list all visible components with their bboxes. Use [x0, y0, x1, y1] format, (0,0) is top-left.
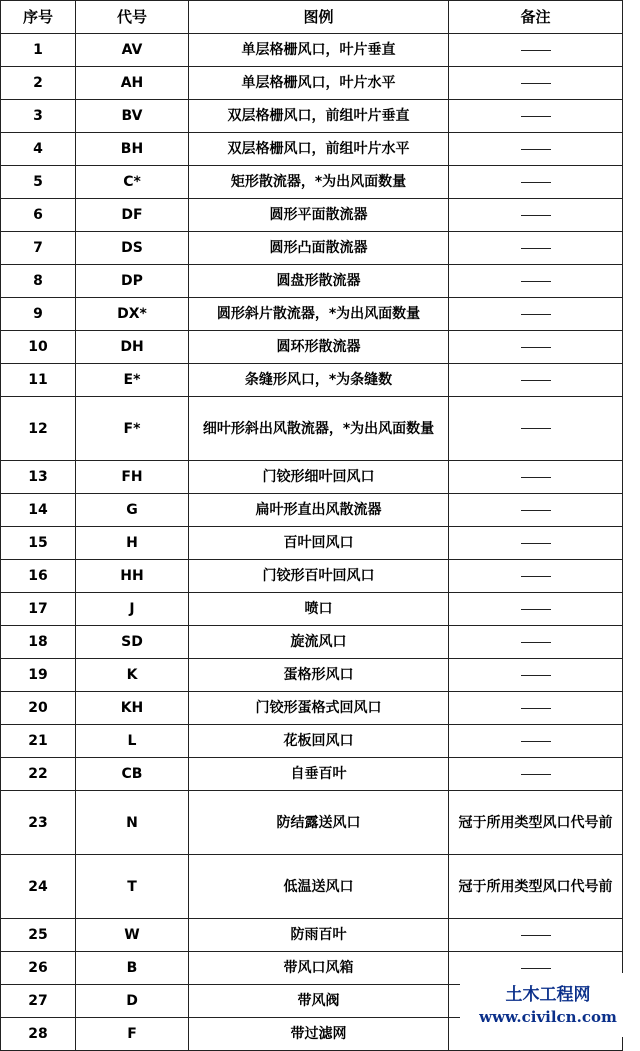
row-code: C* [76, 166, 189, 199]
dash-mark [521, 428, 551, 429]
row-legend: 门铰形蛋格式回风口 [189, 692, 449, 725]
row-legend: 带风口风箱 [189, 952, 449, 985]
table-row [1, 397, 623, 461]
row-code: AH [76, 67, 189, 100]
row-legend: 带风阀 [189, 985, 449, 1018]
row-note [449, 919, 623, 952]
row-legend: 圆形平面散流器 [189, 199, 449, 232]
row-legend: 双层格栅风口，前组叶片水平 [189, 133, 449, 166]
dash-mark [521, 968, 551, 969]
table-row [1, 199, 623, 232]
row-note [449, 265, 623, 298]
table-row [1, 919, 623, 952]
table-row [1, 725, 623, 758]
row-number: 25 [1, 919, 76, 952]
dash-mark [521, 935, 551, 936]
row-note [449, 199, 623, 232]
dash-mark [521, 116, 551, 117]
table-row [1, 560, 623, 593]
row-legend: 条缝形风口，*为条缝数 [189, 364, 449, 397]
header-legend: 图例 [189, 1, 449, 34]
table-row [1, 100, 623, 133]
row-number: 16 [1, 560, 76, 593]
row-number: 5 [1, 166, 76, 199]
table-row [1, 265, 623, 298]
row-number: 18 [1, 626, 76, 659]
header-no: 序号 [1, 1, 76, 34]
row-number: 17 [1, 593, 76, 626]
row-legend: 双层格栅风口，前组叶片垂直 [189, 100, 449, 133]
row-note [449, 133, 623, 166]
row-note [449, 494, 623, 527]
row-note [449, 298, 623, 331]
table-row [1, 133, 623, 166]
dash-mark [521, 347, 551, 348]
row-code: DP [76, 265, 189, 298]
row-code: F [76, 1018, 189, 1051]
row-note [449, 100, 623, 133]
row-note [449, 397, 623, 461]
row-code: KH [76, 692, 189, 725]
row-number: 21 [1, 725, 76, 758]
row-number: 15 [1, 527, 76, 560]
row-number: 4 [1, 133, 76, 166]
row-legend: 单层格栅风口，叶片水平 [189, 67, 449, 100]
row-legend: 喷口 [189, 593, 449, 626]
row-code: F* [76, 397, 189, 461]
row-note [449, 331, 623, 364]
row-note [449, 527, 623, 560]
dash-mark [521, 576, 551, 577]
row-legend: 带过滤网 [189, 1018, 449, 1051]
table-row [1, 791, 623, 855]
row-number: 28 [1, 1018, 76, 1051]
table-row [1, 659, 623, 692]
table-row [1, 461, 623, 494]
row-number: 13 [1, 461, 76, 494]
row-number: 22 [1, 758, 76, 791]
table-header-row [1, 1, 623, 34]
row-code: E* [76, 364, 189, 397]
site-watermark [460, 973, 636, 1037]
dash-mark [521, 182, 551, 183]
row-note [449, 364, 623, 397]
row-code: L [76, 725, 189, 758]
table-row [1, 232, 623, 265]
table-row [1, 692, 623, 725]
row-code: AV [76, 34, 189, 67]
row-number: 1 [1, 34, 76, 67]
row-code: D [76, 985, 189, 1018]
header-note: 备注 [449, 1, 623, 34]
row-note [449, 166, 623, 199]
row-number: 7 [1, 232, 76, 265]
row-legend: 矩形散流器，*为出风面数量 [189, 166, 449, 199]
row-code: BV [76, 100, 189, 133]
row-note [449, 461, 623, 494]
dash-mark [521, 642, 551, 643]
row-legend: 防结露送风口 [189, 791, 449, 855]
row-note [449, 232, 623, 265]
row-code: DF [76, 199, 189, 232]
table-row [1, 593, 623, 626]
row-legend: 圆盘形散流器 [189, 265, 449, 298]
row-note [449, 758, 623, 791]
row-number: 20 [1, 692, 76, 725]
row-code: B [76, 952, 189, 985]
row-number: 6 [1, 199, 76, 232]
row-legend: 门铰形细叶回风口 [189, 461, 449, 494]
table-row [1, 331, 623, 364]
row-legend: 扁叶形直出风散流器 [189, 494, 449, 527]
row-note: 冠于所用类型风口代号前 [449, 791, 623, 855]
row-code: DS [76, 232, 189, 265]
row-legend: 门铰形百叶回风口 [189, 560, 449, 593]
row-legend: 防雨百叶 [189, 919, 449, 952]
dash-mark [521, 248, 551, 249]
row-note: 冠于所用类型风口代号前 [449, 855, 623, 919]
row-number: 14 [1, 494, 76, 527]
table-row [1, 364, 623, 397]
row-number: 9 [1, 298, 76, 331]
table-body [1, 34, 623, 1051]
row-code: HH [76, 560, 189, 593]
dash-mark [521, 215, 551, 216]
table-row [1, 626, 623, 659]
row-note [449, 560, 623, 593]
row-note [449, 67, 623, 100]
row-code: G [76, 494, 189, 527]
dash-mark [521, 609, 551, 610]
row-number: 2 [1, 67, 76, 100]
row-legend: 低温送风口 [189, 855, 449, 919]
row-number: 10 [1, 331, 76, 364]
dash-mark [521, 50, 551, 51]
row-number: 8 [1, 265, 76, 298]
row-note [449, 593, 623, 626]
row-note [449, 725, 623, 758]
row-note [449, 626, 623, 659]
row-legend: 单层格栅风口，叶片垂直 [189, 34, 449, 67]
row-number: 11 [1, 364, 76, 397]
row-number: 24 [1, 855, 76, 919]
row-legend: 花板回风口 [189, 725, 449, 758]
table-row [1, 67, 623, 100]
row-number: 19 [1, 659, 76, 692]
row-legend: 圆形凸面散流器 [189, 232, 449, 265]
table-row [1, 34, 623, 67]
dash-mark [521, 675, 551, 676]
watermark-url: www.civilcn.com [479, 1008, 617, 1026]
dash-mark [521, 314, 551, 315]
row-legend: 百叶回风口 [189, 527, 449, 560]
row-legend: 蛋格形风口 [189, 659, 449, 692]
row-code: DH [76, 331, 189, 364]
row-legend: 圆形斜片散流器，*为出风面数量 [189, 298, 449, 331]
dash-mark [521, 149, 551, 150]
row-code: N [76, 791, 189, 855]
row-code: T [76, 855, 189, 919]
row-note [449, 659, 623, 692]
table-row [1, 855, 623, 919]
row-number: 27 [1, 985, 76, 1018]
row-number: 3 [1, 100, 76, 133]
row-legend: 圆环形散流器 [189, 331, 449, 364]
dash-mark [521, 281, 551, 282]
row-legend: 自垂百叶 [189, 758, 449, 791]
table-row [1, 298, 623, 331]
row-note [449, 692, 623, 725]
table-row [1, 166, 623, 199]
row-number: 26 [1, 952, 76, 985]
dash-mark [521, 510, 551, 511]
dash-mark [521, 774, 551, 775]
row-code: DX* [76, 298, 189, 331]
dash-mark [521, 83, 551, 84]
dash-mark [521, 380, 551, 381]
dash-mark [521, 708, 551, 709]
row-code: SD [76, 626, 189, 659]
dash-mark [521, 741, 551, 742]
table-row [1, 494, 623, 527]
row-number: 23 [1, 791, 76, 855]
dash-mark [521, 543, 551, 544]
header-code: 代号 [76, 1, 189, 34]
table-row [1, 758, 623, 791]
watermark-title: 土木工程网 [505, 985, 591, 1005]
row-legend: 细叶形斜出风散流器，*为出风面数量 [189, 397, 449, 461]
row-code: CB [76, 758, 189, 791]
row-code: FH [76, 461, 189, 494]
row-number: 12 [1, 397, 76, 461]
row-note [449, 34, 623, 67]
row-code: BH [76, 133, 189, 166]
row-code: J [76, 593, 189, 626]
table-row [1, 527, 623, 560]
row-legend: 旋流风口 [189, 626, 449, 659]
dash-mark [521, 477, 551, 478]
row-code: W [76, 919, 189, 952]
row-code: H [76, 527, 189, 560]
row-code: K [76, 659, 189, 692]
